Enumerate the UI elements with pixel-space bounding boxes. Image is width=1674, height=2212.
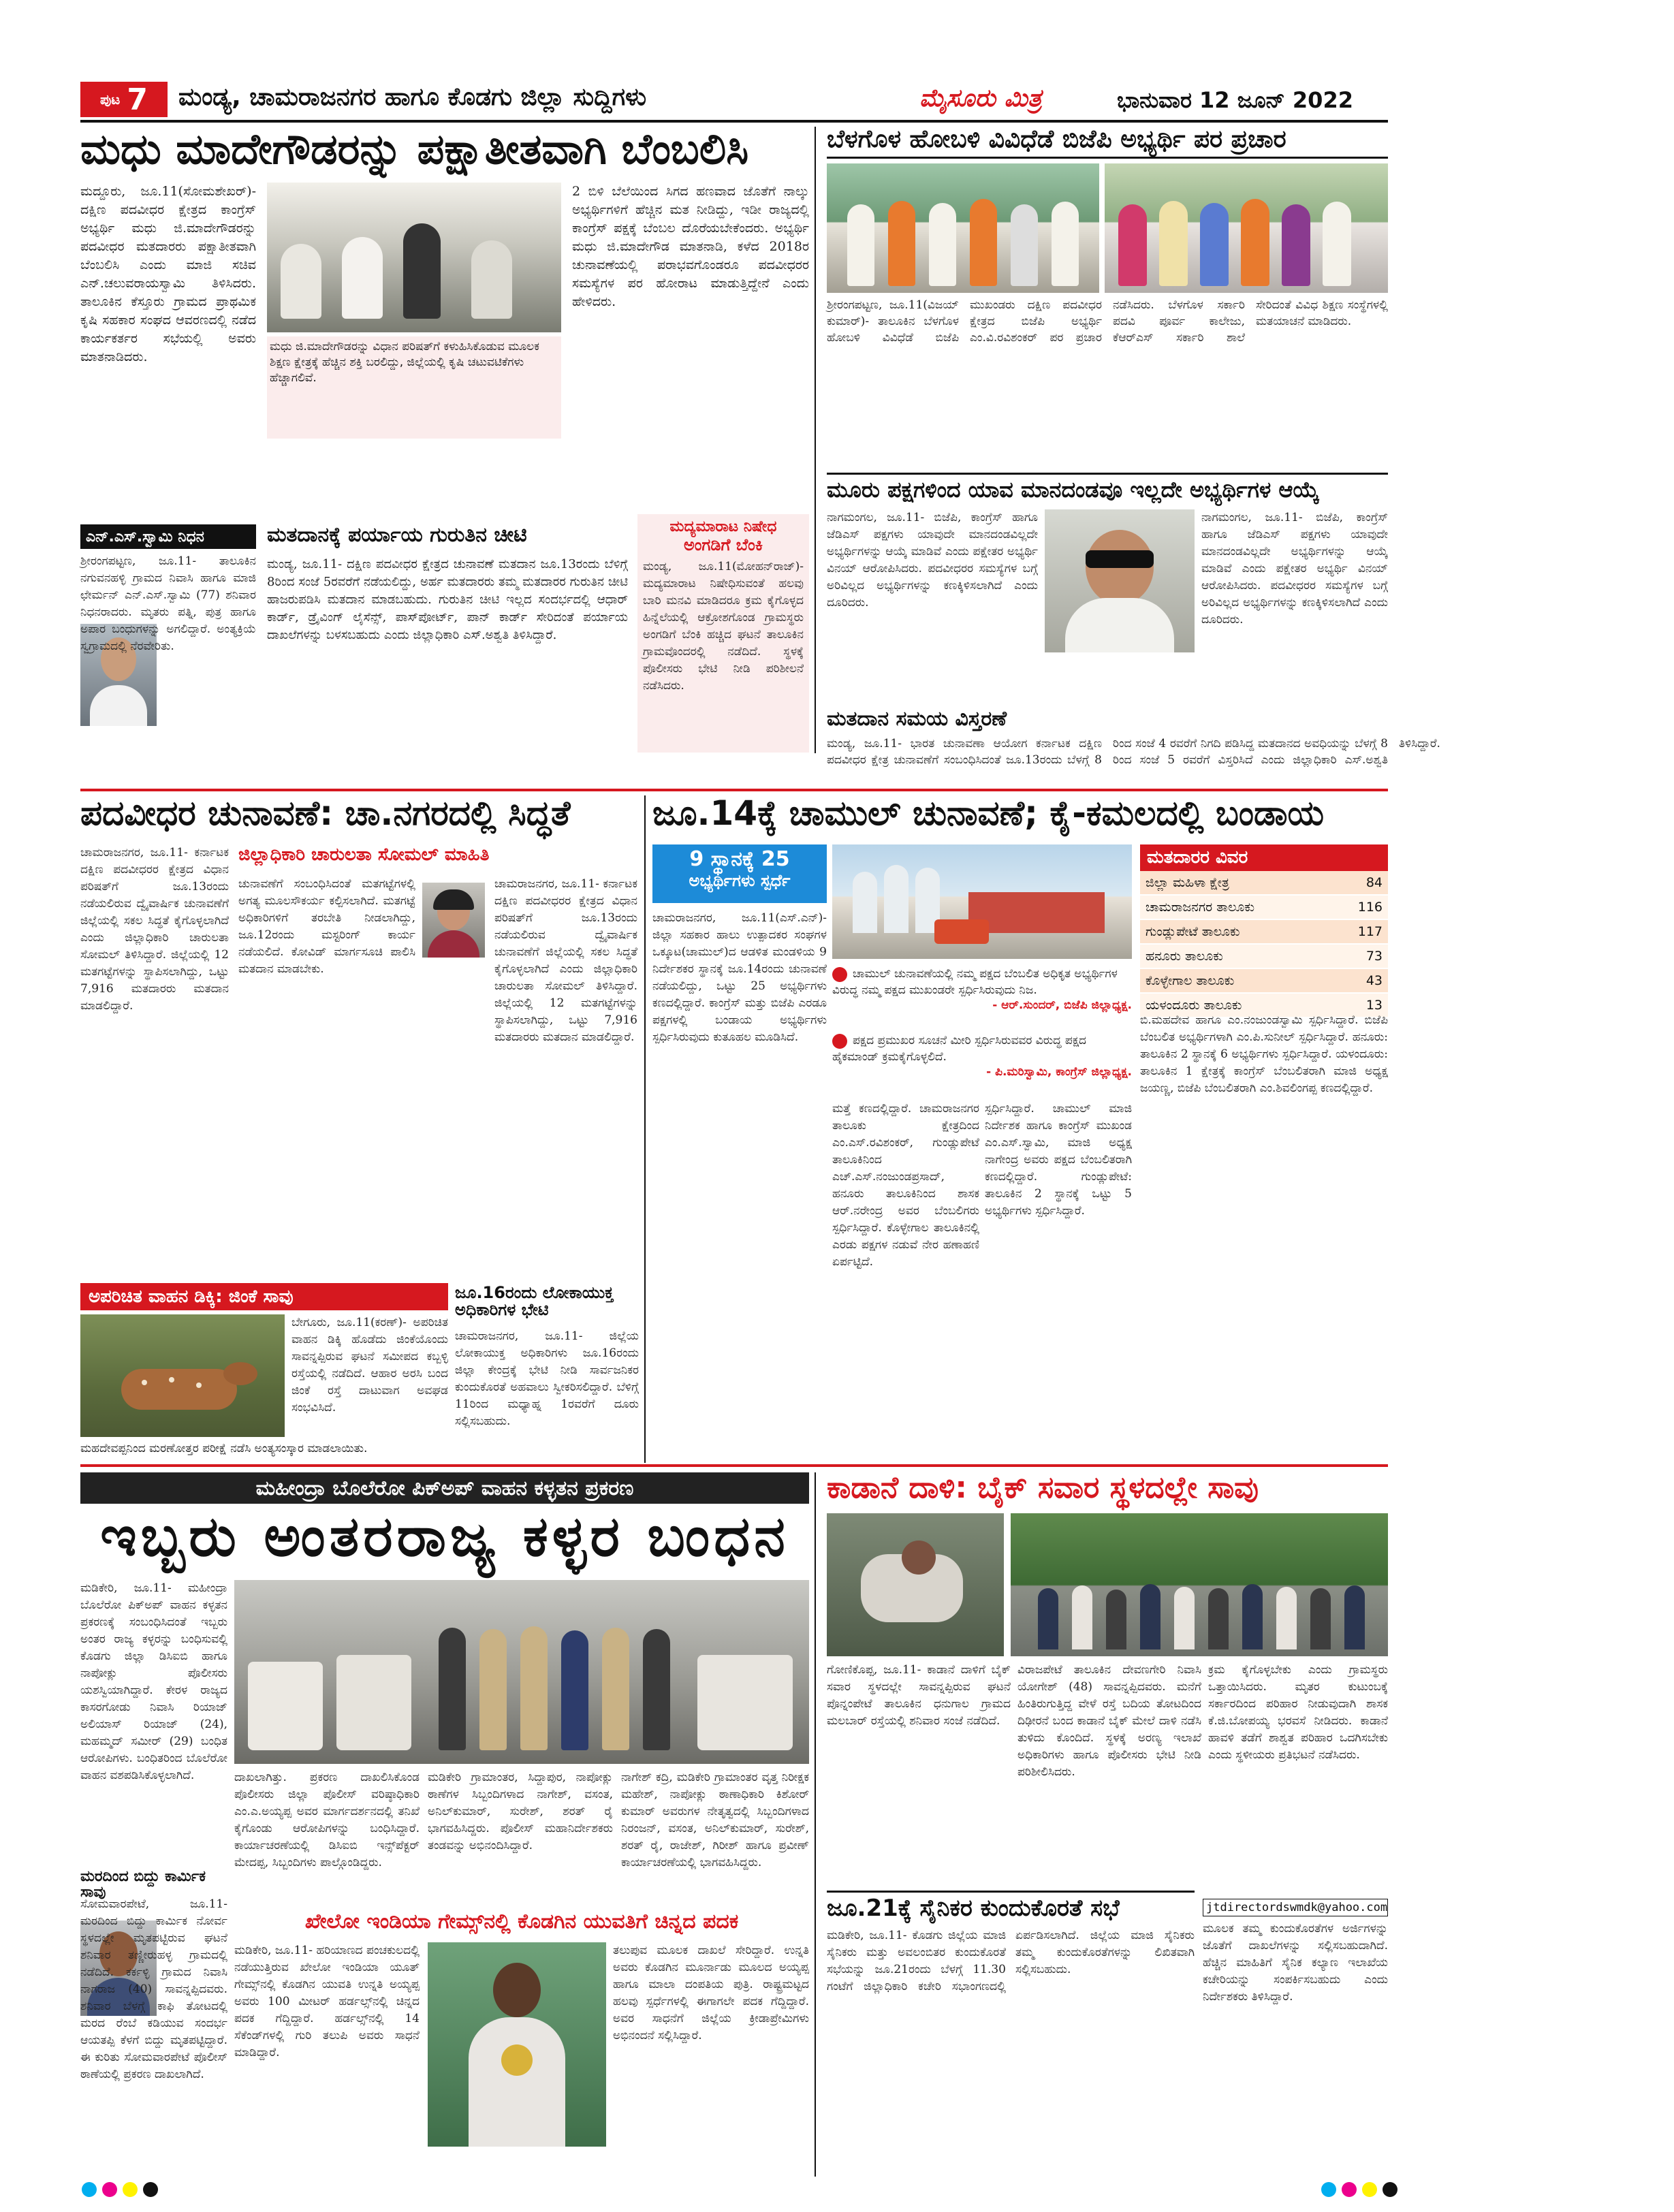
deer-caption: ಮಹದೇವಪ್ಪನಿಂದ ಮರಣೋತ್ತರ ಪರೀಕ್ಷೆ ನಡೆಸಿ ಅಂತ್ಯಸಂಸ್ಕಾರ ಮಾಡಲಾಯಿತು. (80, 1442, 368, 1455)
chamul-title: ಜೂ.14ಕ್ಕೆ ಚಾಮುಲ್ ಚುನಾವಣೆ; ಕೈ-ಕಮಲದಲ್ಲಿ ಬಂಡಾಯ (652, 793, 1325, 833)
chamul-badge (652, 844, 827, 903)
row-label: ಜಿಲ್ಲಾ ಮಹಿಳಾ ಕ್ಷೇತ್ರ (1140, 871, 1329, 895)
page-number-badge (80, 82, 168, 117)
deer-photo (80, 1314, 285, 1437)
deer-label: ಅಪರಿಚಿತ ವಾಹನ ಡಿಕ್ಕಿ: ಜಿಂಕೆ ಸಾವು (89, 1286, 294, 1307)
bjp-campaign-body: ಶ್ರೀರಂಗಪಟ್ಟಣ, ಜೂ.11(ವಿಜಯ್ ಕುಮಾರ್)- ತಾಲೂಕಿನ ಬೆಳಗೊಳ ಹೋಬಳಿ ವಿವಿಧೆಡೆ ಬಿಜೆಪಿ ಮುಖಂಡರು ದಕ್ಷಿಣ ಪದವೀಧರ ಕ್ಷೇತ್ರದ ಬಿಜೆಪಿ ಅಭ್ಯರ್ಥಿ ಎಂ.ವಿ.ರವಿಶಂಕರ್ ಪರ ಪ್ರಚಾರ ನಡೆಸಿದರು. ಬೆಳಗೊಳ ಸರ್ಕಾರಿ ಪದವಿ ಪೂರ್ವ ಕಾಲೇಜು, ಕೆಆರ್‌ಎಸ್ ಸರ್ಕಾರಿ ಶಾಲೆ ಸೇರಿದಂತೆ ವಿವಿಧ ಶಿಕ್ಷಣ ಸಂಸ್ಥೆಗಳಲ್ಲಿ ಮತಯಾಚನೆ ಮಾಡಿದರು. (827, 298, 1388, 345)
dc-info-body: ಚುನಾವಣೆಗೆ ಸಂಬಂಧಿಸಿದಂತೆ ಮತಗಟ್ಟೆಗಳಲ್ಲಿ ಅಗತ್ಯ ಮೂಲಸೌಕರ್ಯ ಕಲ್ಪಿಸಲಾಗಿದೆ. ಮತಗಟ್ಟೆ ಅಧಿಕಾರಿಗಳಿಗೆ ತರಬೇತಿ ನೀಡಲಾಗಿದ್ದು, ಜೂ.12ರಂದು ಮಸ್ಟರಿಂಗ್ ಕಾರ್ಯ ನಡೆಯಲಿದೆ. ಕೋವಿಡ್ ಮಾರ್ಗಸೂಚಿ ಪಾಲಿಸಿ ಮತದಾನ ಮಾಡಬೇಕು. (238, 877, 415, 976)
prohibition-subtitle: ಅಂಗಡಿಗೆ ಬೆಂಕಿ (683, 535, 763, 554)
row-value: 117 (1329, 919, 1388, 944)
bjp-campaign-title: ಬೆಳಗೊಳ ಹೋಬಳಿ ವಿವಿಧೆಡೆ ಬಿಜೆಪಿ ಅಭ್ಯರ್ಥಿ ಪರ ಪ್ರಚಾರ (827, 127, 1388, 159)
mid-divider (644, 795, 646, 1463)
color-dot-black (143, 2182, 158, 2197)
row-value: 84 (1329, 871, 1388, 895)
three-parties-photo (1045, 509, 1195, 652)
khelo-col3: ತಲುಪುವ ಮೂಲಕ ದಾಖಲೆ ಸೇರಿದ್ದಾರೆ. ಉನ್ನತಿ ಅವರು ಕೊಡಗಿನ ಮೂರ್ನಾಡು ಮೂಲದ ಅಯ್ಯಪ್ಪ ಹಾಗೂ ಮಾಲಾ ದಂಪತಿಯ ಪುತ್ರಿ. ರಾಷ್ಟ್ರಮಟ್ಟದ ಹಲವು ಸ್ಪರ್ಧೆಗಳಲ್ಲಿ ಈಗಾಗಲೇ ಪದಕ ಗೆದ್ದಿದ್ದಾರೆ. ಅವರ ಸಾಧನೆಗೆ ಜಿಲ್ಲೆಯ ಕ್ರೀಡಾಪ್ರೇಮಿಗಳು ಅಭಿನಂದನೆ ಸಲ್ಲಿಸಿದ್ದಾರೆ. (613, 1944, 809, 2042)
color-dot-yellow (1362, 2182, 1377, 2197)
thieves-kicker-bar (80, 1472, 809, 1504)
obit-body: ಶ್ರೀರಂಗಪಟ್ಟಣ, ಜೂ.11- ತಾಲೂಕಿನ ನಗುವನಹಳ್ಳಿ ಗ್ರಾಮದ ನಿವಾಸಿ ಹಾಗೂ ಮಾಜಿ ಛೇರ್ಮನ್ ಎನ್.ಎಸ್.ಸ್ವಾಮಿ (77) ಶನಿವಾರ ನಿಧನರಾದರು. ಮೃತರು ಪತ್ನಿ, ಪುತ್ರ ಹಾಗೂ ಅಪಾರ ಬಂಧುಗಳನ್ನು ಅಗಲಿದ್ದಾರೆ. ಅಂತ್ಯಕ್ರಿಯೆ ಸ್ವಗ್ರಾಮದಲ್ಲಿ ನೆರವೇರಿತು. (80, 554, 256, 653)
dc-info-label: ಜಿಲ್ಲಾಧಿಕಾರಿ ಚಾರುಲತಾ ಸೋಮಲ್ ಮಾಹಿತಿ (238, 844, 490, 865)
table-row (1140, 968, 1388, 993)
voters-table-box (1140, 844, 1388, 1018)
voter-id-title: ಮತದಾನಕ್ಕೆ ಪರ್ಯಾಯ ಗುರುತಿನ ಚೀಟಿ (267, 523, 527, 547)
bottom-divider (815, 1472, 816, 2177)
story1-photo-caption: ಮಧು ಜಿ.ಮಾದೇಗೌಡರನ್ನು ವಿಧಾನ ಪರಿಷತ್‌ಗೆ ಕಳುಹಿಸಿಕೊಡುವ ಮೂಲಕ ಶಿಕ್ಷಣ ಕ್ಷೇತ್ರಕ್ಕೆ ಹೆಚ್ಚಿನ ಶಕ್ತಿ ಬರಲಿದ್ದು, ಜಿಲ್ಲೆಯಲ್ಲಿ ಕೃಷಿ ಚಟುವಟಿಕೆಗಳು ಹೆಚ್ಚಾಗಲಿವೆ. (267, 336, 561, 439)
thieves-kicker: ಮಹೀಂದ್ರಾ ಬೊಲೆರೋ ಪಿಕ್‌ಅಪ್ ವಾಹನ ಕಳ್ಳತನ ಪ್ರಕರಣ (255, 1476, 634, 1500)
row-label: ಯಳಂದೂರು ತಾಲೂಕು (1140, 993, 1329, 1017)
elephant-photo-right (1011, 1513, 1388, 1656)
red-rule-1 (80, 789, 1388, 791)
chamul-photo (832, 844, 1132, 959)
elephant-photo-left (827, 1513, 1004, 1656)
obit-title-bar (80, 524, 256, 549)
story1-headline: ಮಧು ಮಾದೇಗೌಡರನ್ನು ಪಕ್ಷಾತೀತವಾಗಿ ಬೆಂಬಲಿಸಿ (80, 124, 749, 174)
prohibition-title: ಮದ್ಯಮಾರಾಟ ನಿಷೇಧ (669, 518, 777, 535)
color-dot-yellow (123, 2182, 138, 2197)
khelo-body: ಮಡಿಕೇರಿ, ಜೂ.11- ಹರಿಯಾಣದ ಪಂಚಕುಲದಲ್ಲಿ ನಡೆಯುತ್ತಿರುವ ಖೇಲೋ ಇಂಡಿಯಾ ಯೂತ್ ಗೇಮ್ಸ್‌ನಲ್ಲಿ ಕೊಡಗಿನ ಯುವತಿ ಉನ್ನತಿ ಅಯ್ಯಪ್ಪ ಅವರು 100 ಮೀಟರ್ ಹರ್ಡಲ್ಸ್‌ನಲ್ಲಿ ಚಿನ್ನದ ಪದಕ ಗೆದ್ದಿದ್ದಾರೆ. ಹರ್ಡಲ್ಸ್‌ನಲ್ಲಿ 14 ಸೆಕೆಂಡ್‌ಗಳಲ್ಲಿ ಗುರಿ ತಲುಪಿ ಅವರು ಸಾಧನೆ ಮಾಡಿದ್ದಾರೆ. (234, 1944, 420, 2059)
elephant-body: ವಿರಾಜಪೇಟೆ ತಾಲೂಕಿನ ದೇವಣಗೇರಿ ನಿವಾಸಿ ಯೋಗೇಶ್ (48) ಸಾವನ್ನಪ್ಪಿದವರು. ಮನೆಗೆ ಹಿಂತಿರುಗುತ್ತಿದ್ದ ವೇಳೆ ರಸ್ತೆ ಬದಿಯ ತೋಟದಿಂದ ದಿಢೀರನೆ ಬಂದ ಕಾಡಾನೆ ಬೈಕ್ ಮೇಲೆ ದಾಳಿ ನಡೆಸಿ ತುಳಿದು ಕೊಂದಿದೆ. ಸ್ಥಳಕ್ಕೆ ಅರಣ್ಯ ಇಲಾಖೆ ಅಧಿಕಾರಿಗಳು ಹಾಗೂ ಪೊಲೀಸರು ಭೇಟಿ ನೀಡಿ ಪರಿಶೀಲಿಸಿದರು. (1017, 1663, 1201, 1779)
prohibition-box (637, 514, 809, 753)
lokayukta-title: ಜೂ.16ರಂದು ಲೋಕಾಯುಕ್ತ ಅಧಿಕಾರಿಗಳ ಭೇಟಿ (455, 1283, 614, 1320)
paper-logo: ಮೈಸೂರು ಮಿತ್ರ (919, 84, 1042, 112)
khelo-photo (428, 1942, 606, 2147)
row-label: ಗುಂಡ್ಲುಪೇಟೆ ತಾಲೂಕು (1140, 919, 1329, 944)
chamul-badge-line1: 9 ಸ್ಥಾನಕ್ಕೆ 25 (689, 847, 790, 871)
voters-table-title: ಮತದಾರರ ವಿವರ (1140, 844, 1388, 871)
quote-bullet-icon (832, 1034, 847, 1049)
color-dot-black (1383, 2182, 1397, 2197)
bjp-photo-left (827, 163, 1099, 293)
poll-time-title: ಮತದಾನ ಸಮಯ ವಿಸ್ತರಣೆ (827, 707, 1007, 731)
quote1-author: - ಆರ್.ಸುಂದರ್, ಬಿಜೆಪಿ ಜಿಲ್ಲಾಧ್ಯಕ್ಷ. (992, 998, 1132, 1012)
bjp-photo-right (1105, 163, 1388, 293)
quote2-author: - ಪಿ.ಮರಿಸ್ವಾಮಿ, ಕಾಂಗ್ರೆಸ್ ಜಿಲ್ಲಾಧ್ಯಕ್ಷ. (986, 1065, 1132, 1079)
chamul-quote2 (832, 1032, 1132, 1095)
chamul-body: ಚಾಮರಾಜನಗರ, ಜೂ.11(ಎಸ್.ಎನ್)- ಜಿಲ್ಲಾ ಸಹಕಾರ ಹಾಲು ಉತ್ಪಾದಕರ ಸಂಘಗಳ ಒಕ್ಕೂಟ(ಚಾಮುಲ್)ದ ಆಡಳಿತ ಮಂಡಳಿಯ 9 ನಿರ್ದೇಶಕರ ಸ್ಥಾನಕ್ಕೆ ಜೂ.14ರಂದು ಚುನಾವಣೆ ನಡೆಯಲಿದ್ದು, ಒಟ್ಟು 25 ಅಭ್ಯರ್ಥಿಗಳು ಕಣದಲ್ಲಿದ್ದಾರೆ. ಕಾಂಗ್ರೆಸ್ ಮತ್ತು ಬಿಜೆಪಿ ಎರಡೂ ಪಕ್ಷಗಳಲ್ಲಿ ಬಂಡಾಯ ಅಭ್ಯರ್ಥಿಗಳು ಸ್ಪರ್ಧಿಸಿರುವುದು ಕುತೂಹಲ ಮೂಡಿಸಿದೆ. (652, 911, 827, 1044)
prohibition-body: ಮಂಡ್ಯ, ಜೂ.11(ಮೋಹನ್‌ರಾಜ್)- ಮದ್ಯಮಾರಾಟ ನಿಷೇಧಿಸುವಂತೆ ಹಲವು ಬಾರಿ ಮನವಿ ಮಾಡಿದರೂ ಕ್ರಮ ಕೈಗೊಳ್ಳದ ಹಿನ್ನೆಲೆಯಲ್ಲಿ ಆಕ್ರೋಶಗೊಂಡ ಗ್ರಾಮಸ್ಥರು ಅಂಗಡಿಗೆ ಬೆಂಕಿ ಹಚ್ಚಿದ ಘಟನೆ ತಾಲೂಕಿನ ಗ್ರಾಮವೊಂದರಲ್ಲಿ ನಡೆದಿದೆ. ಸ್ಥಳಕ್ಕೆ ಪೊಲೀಸರು ಭೇಟಿ ನೀಡಿ ಪರಿಶೀಲನೆ ನಡೆಸಿದರು. (643, 560, 804, 693)
chamul-col4: ಬಿ.ಮಹದೇವ ಹಾಗೂ ಎಂ.ನಂಜುಂಡಸ್ವಾಮಿ ಸ್ಪರ್ಧಿಸಿದ್ದಾರೆ. ಬಿಜೆಪಿ ಬೆಂಬಲಿತ ಅಭ್ಯರ್ಥಿಗಳಾಗಿ ಎಂ.ಪಿ.ಸುನೀಲ್ ಸ್ಪರ್ಧಿಸಿದ್ದಾರೆ. ಹನೂರು: ತಾಲೂಕಿನ 2 ಸ್ಥಾನಕ್ಕೆ 6 ಅಭ್ಯರ್ಥಿಗಳು ಸ್ಪರ್ಧಿಸಿದ್ದಾರೆ. ಯಳಂದೂರು: ತಾಲೂಕಿನ 1 ಕ್ಷೇತ್ರಕ್ಕೆ ಕಾಂಗ್ರೆಸ್ ಬೆಂಬಲಿತರಾಗಿ ಮಾಜಿ ಅಧ್ಯಕ್ಷ ಜಯಣ್ಣ, ಬಿಜೆಪಿ ಬೆಂಬಲಿತರಾಗಿ ಎಂ.ಶಿವಲಿಂಗಪ್ಪ ಕಣದಲ್ಲಿದ್ದಾರೆ. (1140, 1013, 1388, 1095)
row-label: ಚಾಮರಾಜನಗರ ತಾಲೂಕು (1140, 895, 1329, 919)
thieves-col4: ನಾಗೇಶ್ ಕದ್ರಿ, ಮಡಿಕೇರಿ ಗ್ರಾಮಾಂತರ ವೃತ್ತ ನಿರೀಕ್ಷಕ ಮಹೇಶ್, ನಾಪೋಕ್ಲು ಠಾಣಾಧಿಕಾರಿ ಕಿಶೋರ್ ಕುಮಾರ್ ಅವರುಗಳ ನೇತೃತ್ವದಲ್ಲಿ ಸಿಬ್ಬಂದಿಗಳಾದ ನಿರಂಜನ್, ವಸಂತ, ಅನಿಲ್‌ಕುಮಾರ್, ಸುರೇಶ್, ಶರತ್ ರೈ, ರಾಜೇಶ್, ಗಿರೀಶ್ ಹಾಗೂ ಪ್ರವೀಣ್ ಕಾರ್ಯಾಚರಣೆಯಲ್ಲಿ ಭಾಗವಹಿಸಿದ್ದರು. (621, 1771, 809, 1869)
thieves-photo (234, 1580, 809, 1764)
thieves-col2: ದಾಖಲಾಗಿತ್ತು. ಪ್ರಕರಣ ದಾಖಲಿಸಿಕೊಂಡ ಪೊಲೀಸರು ಜಿಲ್ಲಾ ಪೊಲೀಸ್ ವರಿಷ್ಠಾಧಿಕಾರಿ ಎಂ.ಎ.ಅಯ್ಯಪ್ಪ ಅವರ ಮಾರ್ಗದರ್ಶನದಲ್ಲಿ ತನಿಖೆ ಕೈಗೊಂಡು ಆರೋಪಿಗಳನ್ನು ಬಂಧಿಸಿದ್ದಾರೆ. ಕಾರ್ಯಾಚರಣೆಯಲ್ಲಿ ಡಿಸಿಐಬಿ ಇನ್ಸ್‌ಪೆಕ್ಟರ್ ಮೇದಪ್ಪ, ಸಿಬ್ಬಂದಿಗಳು ಪಾಲ್ಗೊಂಡಿದ್ದರು. (234, 1771, 420, 1869)
lokayukta-body: ಚಾಮರಾಜನಗರ, ಜೂ.11- ಜಿಲ್ಲೆಯ ಲೋಕಾಯುಕ್ತ ಅಧಿಕಾರಿಗಳು ಜೂ.16ರಂದು ಜಿಲ್ಲಾ ಕೇಂದ್ರಕ್ಕೆ ಭೇಟಿ ನೀಡಿ ಸಾರ್ವಜನಿಕರ ಕುಂದುಕೊರತೆ ಅಹವಾಲು ಸ್ವೀಕರಿಸಲಿದ್ದಾರೆ. ಬೆಳಿಗ್ಗೆ 11ರಿಂದ ಮಧ್ಯಾಹ್ನ 1ರವರೆಗೆ ದೂರು ಸಲ್ಲಿಸಬಹುದು. (455, 1329, 639, 1428)
story1-body: ಮದ್ದೂರು, ಜೂ.11(ಸೋಮಶೇಖರ್)- ದಕ್ಷಿಣ ಪದವೀಧರ ಕ್ಷೇತ್ರದ ಕಾಂಗ್ರೆಸ್ ಅಭ್ಯರ್ಥಿ ಮಧು ಜಿ.ಮಾದೇಗೌಡರನ್ನು ಪದವೀಧರ ಮತದಾರರು ಪಕ್ಷಾತೀತವಾಗಿ ಬೆಂಬಲಿಸಿ ಎಂದು ಮಾಜಿ ಸಚಿವ ಎನ್.ಚಲುವರಾಯಸ್ವಾಮಿ ತಿಳಿಸಿದರು. ತಾಲೂಕಿನ ಕೆಸ್ತೂರು ಗ್ರಾಮದ ಪ್ರಾಥಮಿಕ ಕೃಷಿ ಸಹಕಾರ ಸಂಘದ ಆವರಣದಲ್ಲಿ ನಡೆದ ಕಾರ್ಯಕರ್ತರ ಸಭೆಯಲ್ಲಿ ಅವರು ಮಾತನಾಡಿದರು. (80, 184, 256, 364)
three-parties-col2: ನಾಗಮಂಗಲ, ಜೂ.11- ಬಿಜೆಪಿ, ಕಾಂಗ್ರೆಸ್ ಹಾಗೂ ಜೆಡಿಎಸ್ ಪಕ್ಷಗಳು ಯಾವುದೇ ಮಾನದಂಡವಿಲ್ಲದೇ ಅಭ್ಯರ್ಥಿಗಳನ್ನು ಆಯ್ಕೆ ಮಾಡಿವೆ ಎಂದು ಪಕ್ಷೇತರ ಅಭ್ಯರ್ಥಿ ವಿನಯ್ ಆರೋಪಿಸಿದರು. ಪದವೀಧರರ ಸಮಸ್ಯೆಗಳ ಬಗ್ಗೆ ಅರಿವಿಲ್ಲದ ಅಭ್ಯರ್ಥಿಗಳನ್ನು ಕಣಕ್ಕಿಳಿಸಲಾಗಿದೆ ಎಂದು ದೂರಿದರು. (1201, 511, 1388, 627)
obit-title: ಎನ್.ಎಸ್.ಸ್ವಾಮಿ ನಿಧನ (86, 528, 204, 546)
worker-death-title: ಮರದಿಂದ ಬಿದ್ದು ಕಾರ್ಮಿಕ ಸಾವು (80, 1868, 206, 1901)
masthead-rule (80, 120, 1388, 123)
table-row (1140, 944, 1388, 968)
thieves-body: ಮಡಿಕೇರಿ, ಜೂ.11- ಮಹೀಂದ್ರಾ ಬೊಲೆರೋ ಪಿಕ್‌ಅಪ್ ವಾಹನ ಕಳ್ಳತನ ಪ್ರಕರಣಕ್ಕೆ ಸಂಬಂಧಿಸಿದಂತೆ ಇಬ್ಬರು ಅಂತರ ರಾಜ್ಯ ಕಳ್ಳರನ್ನು ಬಂಧಿಸುವಲ್ಲಿ ಕೊಡಗು ಜಿಲ್ಲಾ ಡಿಸಿಐಬಿ ಹಾಗೂ ನಾಪೋಕ್ಲು ಪೊಲೀಸರು ಯಶಸ್ವಿಯಾಗಿದ್ದಾರೆ. ಕೇರಳ ರಾಜ್ಯದ ಕಾಸರಗೋಡು ನಿವಾಸಿ ರಿಯಾಜ್ ಅಲಿಯಾಸ್ ರಿಯಾಜ್ (24), ಮಹಮ್ಮದ್ ಸಮೀರ್ (29) ಬಂಧಿತ ಆರೋಪಿಗಳು. ಬಂಧಿತರಿಂದ ಬೊಲೆರೋ ವಾಹನ ವಶಪಡಿಸಿಕೊಳ್ಳಲಾಗಿದೆ. (80, 1581, 227, 1782)
chamul-quote1 (832, 966, 1132, 1028)
table-row (1140, 871, 1388, 895)
color-dot-cyan (82, 2182, 97, 2197)
elephant-caption: ಗೋಣಿಕೊಪ್ಪ, ಜೂ.11- ಕಾಡಾನೆ ದಾಳಿಗೆ ಬೈಕ್ ಸವಾರ ಸ್ಥಳದಲ್ಲೇ ಸಾವನ್ನಪ್ಪಿರುವ ಘಟನೆ ಪೊನ್ನಂಪೇಟೆ ತಾಲೂಕಿನ ಧನುಗಾಲ ಗ್ರಾಮದ ಮಲಬಾರ್ ರಸ್ತೆಯಲ್ಲಿ ಶನಿವಾರ ಸಂಜೆ ನಡೆದಿದೆ. (827, 1663, 1011, 1728)
page-label: ಪುಟ (100, 91, 121, 108)
graduate-poll-body: ಚಾಮರಾಜನಗರ, ಜೂ.11- ಕರ್ನಾಟಕ ದಕ್ಷಿಣ ಪದವೀಧರರ ಕ್ಷೇತ್ರದ ವಿಧಾನ ಪರಿಷತ್‌ಗೆ ಜೂ.13ರಂದು ನಡೆಯಲಿರುವ ದ್ವೈವಾರ್ಷಿಕ ಚುನಾವಣೆಗೆ ಜಿಲ್ಲೆಯಲ್ಲಿ ಸಕಲ ಸಿದ್ಧತೆ ಕೈಗೊಳ್ಳಲಾಗಿದೆ ಎಂದು ಜಿಲ್ಲಾಧಿಕಾರಿ ಚಾರುಲತಾ ಸೋಮಲ್ ತಿಳಿಸಿದ್ದಾರೆ. ಜಿಲ್ಲೆಯಲ್ಲಿ 12 ಮತಗಟ್ಟೆಗಳನ್ನು ಸ್ಥಾಪಿಸಲಾಗಿದ್ದು, ಒಟ್ಟು 7,916 ಮತದಾರರು ಮತದಾನ ಮಾಡಲಿದ್ದಾರೆ. (80, 846, 229, 1013)
elephant-title: ಕಾಡಾನೆ ದಾಳಿ: ಬೈಕ್ ಸವಾರ ಸ್ಥಳದಲ್ಲೇ ಸಾವು (827, 1470, 1259, 1505)
deer-label-bar (80, 1283, 448, 1310)
color-dot-cyan (1321, 2182, 1336, 2197)
three-parties-body: ನಾಗಮಂಗಲ, ಜೂ.11- ಬಿಜೆಪಿ, ಕಾಂಗ್ರೆಸ್ ಹಾಗೂ ಜೆಡಿಎಸ್ ಪಕ್ಷಗಳು ಯಾವುದೇ ಮಾನದಂಡವಿಲ್ಲದೇ ಅಭ್ಯರ್ಥಿಗಳನ್ನು ಆಯ್ಕೆ ಮಾಡಿವೆ ಎಂದು ಪಕ್ಷೇತರ ಅಭ್ಯರ್ಥಿ ವಿನಯ್ ಆರೋಪಿಸಿದರು. ಪದವೀಧರರ ಸಮಸ್ಯೆಗಳ ಬಗ್ಗೆ ಅರಿವಿಲ್ಲದ ಅಭ್ಯರ್ಥಿಗಳನ್ನು ಕಣಕ್ಕಿಳಿಸಲಾಗಿದೆ ಎಂದು ದೂರಿದರು. (827, 511, 1038, 610)
elephant-col3: ಕ್ರಮ ಕೈಗೊಳ್ಳಬೇಕು ಎಂದು ಗ್ರಾಮಸ್ಥರು ಒತ್ತಾಯಿಸಿದರು. ಮೃತರ ಕುಟುಂಬಕ್ಕೆ ಸರ್ಕಾರದಿಂದ ಪರಿಹಾರ ನೀಡುವುದಾಗಿ ಶಾಸಕ ಕೆ.ಜಿ.ಬೋಪಯ್ಯ ಭರವಸೆ ನೀಡಿದರು. ಕಾಡಾನೆ ಹಾವಳಿ ತಡೆಗೆ ಶಾಶ್ವತ ಪರಿಹಾರ ಒದಗಿಸಬೇಕು ಎಂದು ಸ್ಥಳೀಯರು ಪ್ರತಿಭಟನೆ ನಡೆಸಿದರು. (1208, 1663, 1388, 1762)
row-label: ಕೊಳ್ಳೇಗಾಲ ತಾಲೂಕು (1140, 968, 1329, 993)
row-value: 73 (1329, 944, 1388, 968)
issue-date: ಭಾನುವಾರ 12 ಜೂನ್ 2022 (1117, 87, 1353, 113)
deer-body: ಬೇಗೂರು, ಜೂ.11(ಕರಣ್)- ಅಪರಿಚಿತ ವಾಹನ ಡಿಕ್ಕಿ ಹೊಡೆದು ಜಿಂಕೆಯೊಂದು ಸಾವನ್ನಪ್ಪಿರುವ ಘಟನೆ ಸಮೀಪದ ಕಬ್ಬಳ್ಳಿ ರಸ್ತೆಯಲ್ಲಿ ನಡೆದಿದೆ. ಆಹಾರ ಅರಸಿ ಬಂದ ಜಿಂಕೆ ರಸ್ತೆ ದಾಟುವಾಗ ಅವಘಡ ಸಂಭವಿಸಿದೆ. (291, 1316, 448, 1415)
chamul-badge-line2: ಅಭ್ಯರ್ಥಿಗಳು ಸ್ಪರ್ಧೆ (689, 871, 791, 890)
voter-id-body: ಮಂಡ್ಯ, ಜೂ.11- ದಕ್ಷಿಣ ಪದವೀಧರ ಕ್ಷೇತ್ರದ ಚುನಾವಣೆ ಮತದಾನ ಜೂ.13ರಂದು ಬೆಳಿಗ್ಗೆ 8ರಿಂದ ಸಂಜೆ 5ರವರೆಗೆ ನಡೆಯಲಿದ್ದು, ಅರ್ಹ ಮತದಾರರು ತಮ್ಮ ಮತದಾರರ ಗುರುತಿನ ಚೀಟಿ ಹಾಜರುಪಡಿಸಿ ಮತದಾನ ಮಾಡಬಹುದು. ಗುರುತಿನ ಚೀಟಿ ಇಲ್ಲದ ಸಂದರ್ಭದಲ್ಲಿ ಆಧಾರ್ ಕಾರ್ಡ್, ಡ್ರೈವಿಂಗ್ ಲೈಸೆನ್ಸ್, ಪಾಸ್‌ಪೋರ್ಟ್, ಪಾನ್ ಕಾರ್ಡ್ ಸೇರಿದಂತೆ ಪರ್ಯಾಯ ದಾಖಲೆಗಳನ್ನು ಬಳಸಬಹುದು ಎಂದು ಜಿಲ್ಲಾಧಿಕಾರಿ ಎಸ್.ಅಶ್ವತಿ ತಿಳಿಸಿದ್ದಾರೆ. (267, 557, 628, 642)
row-value: 13 (1329, 993, 1388, 1017)
graduate-poll-col3: ಚಾಮರಾಜನಗರ, ಜೂ.11- ಕರ್ನಾಟಕ ದಕ್ಷಿಣ ಪದವೀಧರರ ಕ್ಷೇತ್ರದ ವಿಧಾನ ಪರಿಷತ್‌ಗೆ ಜೂ.13ರಂದು ನಡೆಯಲಿರುವ ದ್ವೈವಾರ್ಷಿಕ ಚುನಾವಣೆಗೆ ಜಿಲ್ಲೆಯಲ್ಲಿ ಸಕಲ ಸಿದ್ಧತೆ ಕೈಗೊಳ್ಳಲಾಗಿದೆ ಎಂದು ಜಿಲ್ಲಾಧಿಕಾರಿ ಚಾರುಲತಾ ಸೋಮಲ್ ತಿಳಿಸಿದ್ದಾರೆ. ಜಿಲ್ಲೆಯಲ್ಲಿ 12 ಮತಗಟ್ಟೆಗಳನ್ನು ಸ್ಥಾಪಿಸಲಾಗಿದ್ದು, ಒಟ್ಟು 7,916 ಮತದಾರರು ಮತದಾನ ಮಾಡಲಿದ್ದಾರೆ. (494, 877, 637, 1044)
graduate-poll-title: ಪದವೀಧರ ಚುನಾವಣೆ: ಚಾ.ನಗರದಲ್ಲಿ ಸಿದ್ಧತೆ (80, 793, 571, 833)
section-title: ಮಂಡ್ಯ, ಚಾಮರಾಜನಗರ ಹಾಗೂ ಕೊಡಗು ಜಿಲ್ಲಾ ಸುದ್ದಿಗಳು (178, 83, 647, 111)
thieves-col3: ಮಡಿಕೇರಿ ಗ್ರಾಮಾಂತರ, ಸಿದ್ದಾಪುರ, ನಾಪೋಕ್ಲು ಠಾಣೆಗಳ ಸಿಬ್ಬಂದಿಗಳಾದ ನಾಗೇಶ್, ವಸಂತ, ಅನಿಲ್‌ಕುಮಾರ್, ಸುರೇಶ್, ಶರತ್ ರೈ ಭಾಗವಹಿಸಿದ್ದರು. ಪೊಲೀಸ್ ಮಹಾನಿರ್ದೇಶಕರು ತಂಡವನ್ನು ಅಭಿನಂದಿಸಿದ್ದಾರೆ. (428, 1771, 613, 1852)
row-value: 116 (1329, 895, 1388, 919)
page-number: 7 (127, 82, 148, 117)
grievance-email: jtdirectordswmdk@yahoo.com (1203, 1899, 1388, 1916)
red-rule-2 (80, 1464, 1388, 1467)
story1-photo (267, 183, 561, 332)
grievance-title: ಜೂ.21ಕ್ಕೆ ಸೈನಿಕರ ಕುಂದುಕೊರತೆ ಸಭೆ (827, 1891, 1195, 1921)
grievance-body: ಮಡಿಕೇರಿ, ಜೂ.11- ಕೊಡಗು ಜಿಲ್ಲೆಯ ಮಾಜಿ ಸೈನಿಕರು ಮತ್ತು ಅವಲಂಬಿತರ ಕುಂದುಕೊರತೆ ಸಭೆಯನ್ನು ಜೂ.21ರಂದು ಬೆಳಗ್ಗೆ 11.30 ಗಂಟೆಗೆ ಜಿಲ್ಲಾಧಿಕಾರಿ ಕಚೇರಿ ಸಭಾಂಗಣದಲ್ಲಿ ಏರ್ಪಡಿಸಲಾಗಿದೆ. ಜಿಲ್ಲೆಯ ಮಾಜಿ ಸೈನಿಕರು ತಮ್ಮ ಕುಂದುಕೊರತೆಗಳನ್ನು ಲಿಖಿತವಾಗಿ ಸಲ್ಲಿಸಬಹುದು. (827, 1929, 1195, 1993)
quote2-text: ಪಕ್ಷದ ಪ್ರಮುಖರ ಸೂಚನೆ ಮೀರಿ ಸ್ಪರ್ಧಿಸಿರುವವರ ವಿರುದ್ಧ ಪಕ್ಷದ ಹೈಕಮಾಂಡ್ ಕ್ರಮಕೈಗೊಳ್ಳಲಿದೆ. (832, 1034, 1087, 1064)
chamul-col2: ಮತ್ತೆ ಕಣದಲ್ಲಿದ್ದಾರೆ. ಚಾಮರಾಜನಗರ ತಾಲೂಕು ಕ್ಷೇತ್ರದಿಂದ ಎಂ.ಎಸ್.ರವಿಶಂಕರ್, ಗುಂಡ್ಲುಪೇಟೆ ತಾಲೂಕಿನಿಂದ ಎಚ್.ಎಸ್.ನಂಜುಂಡಪ್ರಸಾದ್, ಹನೂರು ತಾಲೂಕಿನಿಂದ ಶಾಸಕ ಆರ್.ನರೇಂದ್ರ ಅವರ ಬೆಂಬಲಿಗರು ಸ್ಪರ್ಧಿಸಿದ್ದಾರೆ. ಕೊಳ್ಳೇಗಾಲ ತಾಲೂಕಿನಲ್ಲಿ ಎರಡು ಪಕ್ಷಗಳ ನಡುವೆ ನೇರ ಹಣಾಹಣಿ ಏರ್ಪಟ್ಟಿದೆ. (832, 1102, 979, 1269)
quote-bullet-icon (832, 967, 847, 982)
color-dot-magenta (1342, 2182, 1357, 2197)
story1-col3: 2 ಬಿಳಿ ಬೆಲೆಯಿಂದ ಸಿಗದ ಹಣವಾದ ಜೊತೆಗೆ ನಾಲ್ಕು ಅಭ್ಯರ್ಥಿಗಳಿಗೆ ಹೆಚ್ಚಿನ ಮತ ನೀಡಿದ್ದು, ಇಡೀ ರಾಜ್ಯದಲ್ಲಿ ಕಾಂಗ್ರೆಸ್ ಪಕ್ಷಕ್ಕೆ ಬೆಂಬಲ ದೊರೆಯಬೇಕೆಂದರು. ಅಭ್ಯರ್ಥಿ ಮಧು ಜಿ.ಮಾದೇಗೌಡ ಮಾತನಾಡಿ, ಕಳೆದ 2018ರ ಚುನಾವಣೆಯಲ್ಲಿ ಪರಾಭವಗೊಂಡರೂ ಪದವೀಧರರ ಸಮಸ್ಯೆಗಳ ಪರ ಹೋರಾಟ ಮಾಡುತ್ತಿದ್ದೇನೆ ಎಂದು ಹೇಳಿದರು. (572, 184, 809, 309)
quote1-text: ಚಾಮುಲ್ ಚುನಾವಣೆಯಲ್ಲಿ ನಮ್ಮ ಪಕ್ಷದ ಬೆಂಬಲಿತ ಅಧಿಕೃತ ಅಭ್ಯರ್ಥಿಗಳ ವಿರುದ್ಧ ನಮ್ಮ ಪಕ್ಷದ ಮುಖಂಡರೇ ಸ್ಪರ್ಧಿಸಿರುವುದು ನಿಜ. (832, 967, 1118, 997)
worker-death-body: ಸೋಮವಾರಪೇಟೆ, ಜೂ.11- ಮರದಿಂದ ಬಿದ್ದು ಕಾರ್ಮಿಕ ನೋರ್ವ ಸ್ಥಳದಲ್ಲೇ ಮೃತಪಟ್ಟಿರುವ ಘಟನೆ ಶನಿವಾರ ತಣ್ಣೀರುಹಳ್ಳ ಗ್ರಾಮದಲ್ಲಿ ನಡೆದಿದೆ. ಕರ್ಕಳ್ಳಿ ಗ್ರಾಮದ ನಿವಾಸಿ ನಾಗರಾಜ (40) ಸಾವನ್ನಪ್ಪಿದವರು. ಶನಿವಾರ ಬೆಳಗ್ಗೆ ಕಾಫಿ ತೋಟದಲ್ಲಿ ಮರದ ರೆಂಬೆ ಕಡಿಯುವ ಸಂದರ್ಭ ಆಯತಪ್ಪಿ ಕೆಳಗೆ ಬಿದ್ದು ಮೃತಪಟ್ಟಿದ್ದಾರೆ. ಈ ಕುರಿತು ಸೋಮವಾರಪೇಟೆ ಪೊಲೀಸ್ ಠಾಣೆಯಲ್ಲಿ ಪ್ರಕರಣ ದಾಖಲಾಗಿದೆ. (80, 1897, 227, 2081)
poll-time-body: ಮಂಡ್ಯ, ಜೂ.11- ಭಾರತ ಚುನಾವಣಾ ಆಯೋಗ ಕರ್ನಾಟಕ ದಕ್ಷಿಣ ಪದವೀಧರ ಕ್ಷೇತ್ರ ಚುನಾವಣೆಗೆ ಸಂಬಂಧಿಸಿದಂತೆ ಜೂ.13ರಂದು ಬೆಳಗ್ಗೆ 8 ರಿಂದ ಸಂಜೆ 4 ರವರೆಗೆ ನಿಗದಿ ಪಡಿಸಿದ್ದ ಮತದಾನದ ಅವಧಿಯನ್ನು ಬೆಳಗ್ಗೆ 8 ರಿಂದ ಸಂಜೆ 5 ರವರೆಗೆ ವಿಸ್ತರಿಸಿದೆ ಎಂದು ಜಿಲ್ಲಾಧಿಕಾರಿ ಎಸ್.ಅಶ್ವತಿ ತಿಳಿಸಿದ್ದಾರೆ. (827, 737, 1440, 767)
three-parties-title: ಮೂರು ಪಕ್ಷಗಳಿಂದ ಯಾವ ಮಾನದಂಡವೂ ಇಲ್ಲದೇ ಅಭ್ಯರ್ಥಿಗಳ ಆಯ್ಕೆ (827, 473, 1388, 502)
dc-portrait (422, 883, 485, 958)
grievance-col3: ಮೂಲಕ ತಮ್ಮ ಕುಂದುಕೊರತೆಗಳ ಅರ್ಜಿಗಳನ್ನು ಜೊತೆಗೆ ದಾಖಲೆಗಳನ್ನು ಸಲ್ಲಿಸಬಹುದಾಗಿದೆ. ಹೆಚ್ಚಿನ ಮಾಹಿತಿಗೆ ಸೈನಿಕ ಕಲ್ಯಾಣ ಇಲಾಖೆಯ ಕಚೇರಿಯನ್ನು ಸಂಪರ್ಕಿಸಬಹುದು ಎಂದು ನಿರ್ದೇಶಕರು ತಿಳಿಸಿದ್ದಾರೆ. (1203, 1922, 1388, 2004)
color-dot-magenta (102, 2182, 117, 2197)
story1-divider (815, 127, 816, 753)
row-value: 43 (1329, 968, 1388, 993)
row-label: ಹನೂರು ತಾಲೂಕು (1140, 944, 1329, 968)
voters-table (1140, 871, 1388, 1018)
table-row (1140, 895, 1388, 919)
thieves-title: ಇಬ್ಬರು ಅಂತರರಾಜ್ಯ ಕಳ್ಳರ ಬಂಧನ (100, 1504, 789, 1569)
chamul-col3: ಸ್ಪರ್ಧಿಸಿದ್ದಾರೆ. ಚಾಮುಲ್ ಮಾಜಿ ನಿರ್ದೇಶಕ ಹಾಗೂ ಕಾಂಗ್ರೆಸ್ ಮುಖಂಡ ಎಂ.ಎಸ್.ಸ್ವಾಮಿ, ಮಾಜಿ ಅಧ್ಯಕ್ಷ ನಾಗೇಂದ್ರ ಅವರು ಪಕ್ಷದ ಬೆಂಬಲಿತರಾಗಿ ಕಣದಲ್ಲಿದ್ದಾರೆ. ಗುಂಡ್ಲುಪೇಟೆ: ತಾಲೂಕಿನ 2 ಸ್ಥಾನಕ್ಕೆ ಒಟ್ಟು 5 ಅಭ್ಯರ್ಥಿಗಳು ಸ್ಪರ್ಧಿಸಿದ್ದಾರೆ. (985, 1102, 1132, 1218)
table-row (1140, 919, 1388, 944)
khelo-title: ಖೇಲೋ ಇಂಡಿಯಾ ಗೇಮ್ಸ್‌ನಲ್ಲಿ ಕೊಡಗಿನ ಯುವತಿಗೆ ಚಿನ್ನದ ಪದಕ (304, 1910, 739, 1933)
